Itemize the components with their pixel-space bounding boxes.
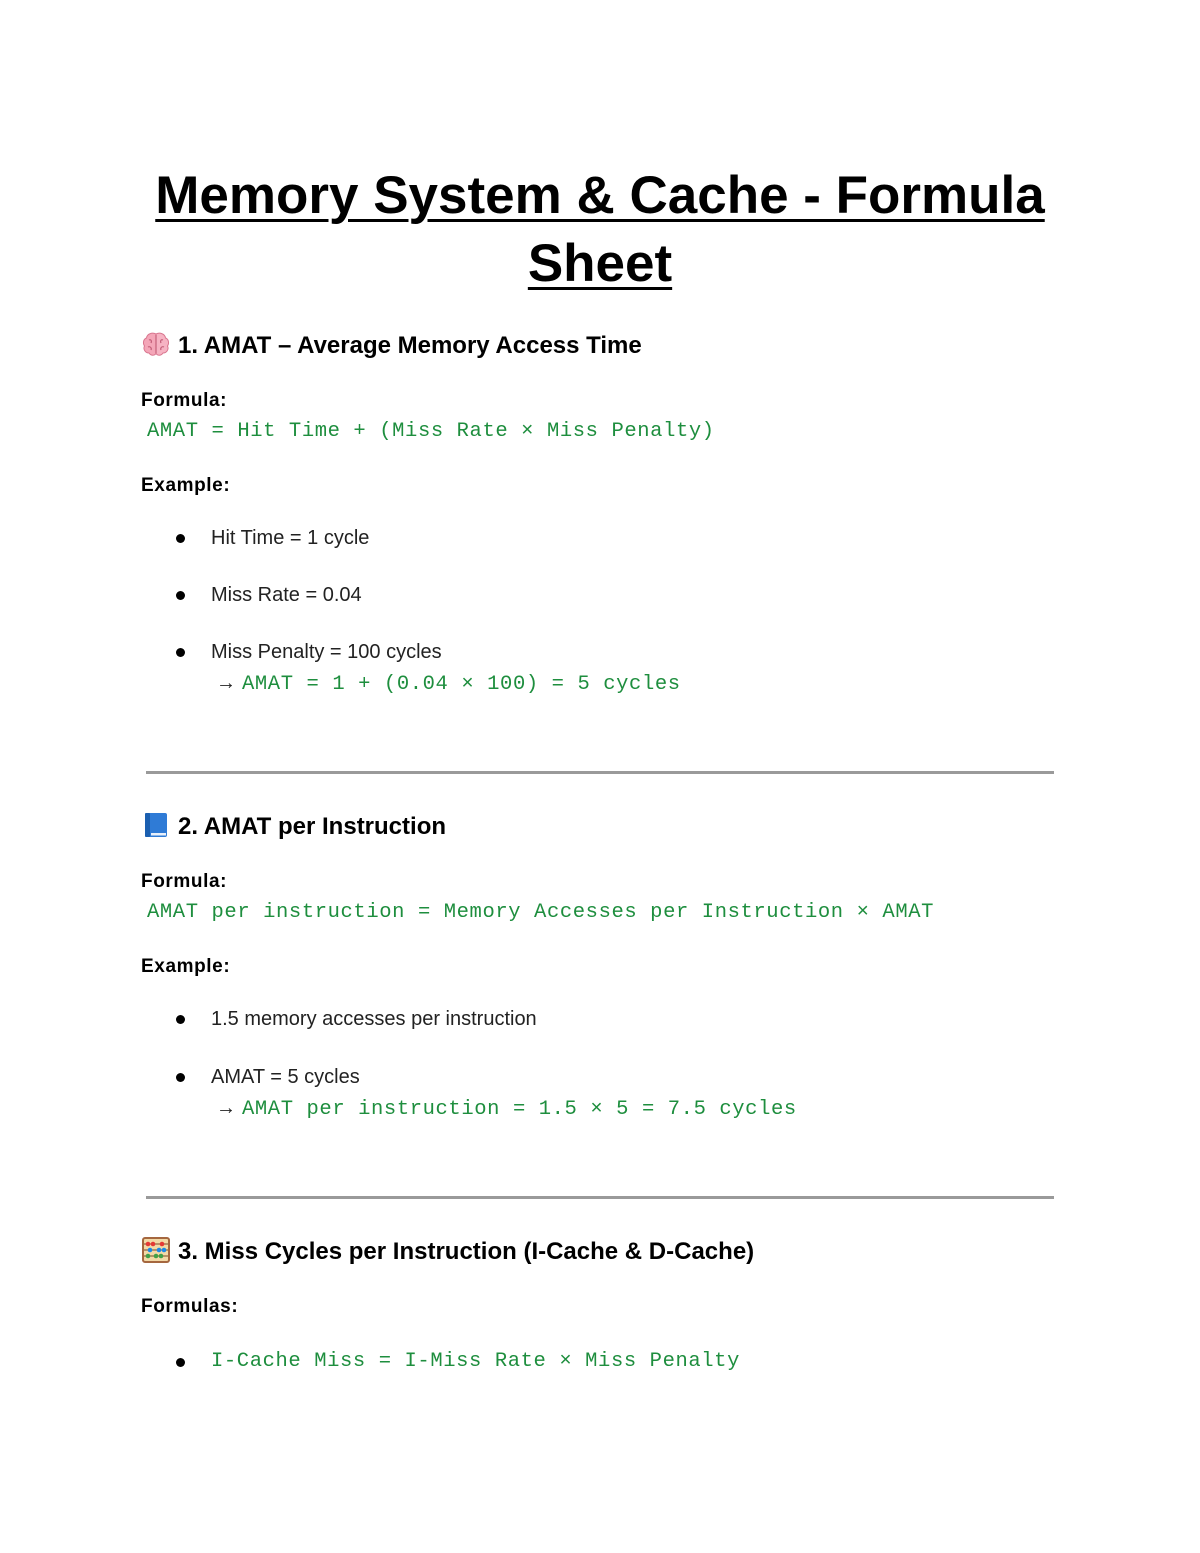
brain-icon xyxy=(142,331,170,357)
bullet-dot-icon xyxy=(176,591,185,600)
abacus-icon xyxy=(142,1237,170,1263)
result-code: AMAT per instruction = 1.5 × 5 = 7.5 cycles xyxy=(242,1098,797,1121)
arrow-right-icon: → xyxy=(216,1097,236,1119)
example-result xyxy=(216,670,681,698)
list-item-formula: I-Cache Miss = I-Miss Rate × Miss Penalty xyxy=(211,1350,740,1373)
result-code: AMAT = 1 + (0.04 × 100) = 5 cycles xyxy=(242,673,681,696)
list-item-text: Miss Rate = 0.04 xyxy=(211,584,362,606)
example-result xyxy=(216,1095,797,1123)
bullet-dot-icon xyxy=(176,1073,185,1082)
list-item-text: Miss Penalty = 100 cycles xyxy=(211,641,442,663)
section-divider xyxy=(146,1196,1054,1199)
formula-label: Formula: xyxy=(141,871,228,892)
formula-label: Formula: xyxy=(141,390,228,411)
bullet-dot-icon xyxy=(176,1358,185,1367)
list-item-text: 1.5 memory accesses per instruction xyxy=(211,1008,537,1030)
page-title: Memory System & Cache - Formula Sheet xyxy=(155,166,1045,293)
section-heading-amat-per-instruction xyxy=(142,812,446,842)
section-heading-text: 2. AMAT per Instruction xyxy=(178,813,447,840)
arrow-right-icon: → xyxy=(216,672,236,694)
example-label: Example: xyxy=(141,475,231,496)
section-divider xyxy=(146,771,1054,774)
section-heading-amat xyxy=(142,331,642,361)
section-heading-text: 1. AMAT – Average Memory Access Time xyxy=(178,332,642,359)
list-item-text: Hit Time = 1 cycle xyxy=(211,527,370,549)
formulas-label: Formulas: xyxy=(141,1296,239,1317)
bullet-dot-icon xyxy=(176,1015,185,1024)
formula-code: AMAT per instruction = Memory Accesses per Instruction × AMAT xyxy=(147,901,935,924)
section-heading-text: 3. Miss Cycles per Instruction (I-Cache & D-Cache) xyxy=(178,1238,755,1265)
blue-book-icon xyxy=(142,812,170,838)
example-label: Example: xyxy=(141,956,231,977)
section-heading-miss-cycles xyxy=(142,1237,754,1267)
formula-code: AMAT = Hit Time + (Miss Rate × Miss Penalty) xyxy=(147,420,715,443)
list-item-text: AMAT = 5 cycles xyxy=(211,1066,360,1088)
bullet-dot-icon xyxy=(176,648,185,657)
bullet-dot-icon xyxy=(176,534,185,543)
